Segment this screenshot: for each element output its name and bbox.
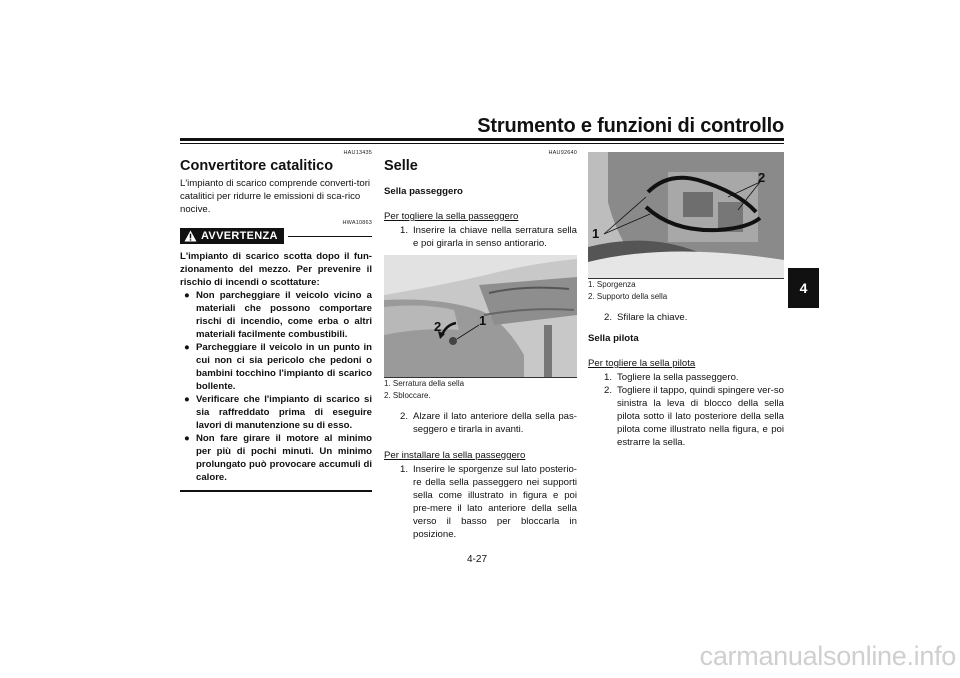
procedure-step: 1. Inserire la chiave nella serratura sella e poi girarla in senso antiorario.	[399, 225, 577, 249]
warning-label: AVVERTENZA	[201, 230, 278, 242]
seat-support-figure	[588, 152, 784, 278]
header-rule	[180, 138, 784, 141]
subsection-title: Sella passeggero	[384, 186, 463, 197]
left-column	[180, 150, 372, 492]
figure-label-2: 2	[434, 319, 442, 334]
page-number: 4-27	[467, 554, 488, 565]
figure-caption: 1. Serratura della sella	[384, 379, 465, 388]
warning-bullet: ● Parcheggiare il veicolo in un punto in cui non ci sia pericolo che pedoni o bambini tocchino l'impianto di scarico bollente.	[180, 341, 372, 393]
header-rule-thin	[180, 143, 784, 144]
middle-column	[384, 150, 577, 541]
figure-caption: 1. Sporgenza	[588, 280, 636, 289]
warning-code: HWA10863	[342, 220, 372, 226]
warning-bullet: ● Verificare che l'impianto di scarico si sia raffreddato prima di eseguire lavori di manutenzione su di esso.	[180, 393, 372, 432]
section-code: HAU92640	[548, 150, 577, 156]
figure-label-1: 1	[592, 226, 600, 241]
figure-label-2: 2	[758, 170, 766, 185]
right-column	[588, 150, 784, 449]
warning-end-rule	[180, 490, 372, 492]
procedure-heading: Per togliere la sella pilota	[588, 358, 696, 369]
warning-header	[180, 228, 372, 244]
section-title: Selle	[384, 158, 418, 174]
section-code: HAU13435	[343, 150, 372, 156]
procedure-step: 2. Alzare il lato anteriore della sella pas-seggero e tirarla in avanti.	[399, 411, 577, 435]
figure-label-1: 1	[479, 313, 487, 328]
procedure-step: 2. Togliere il tappo, quindi spingere ver-so sinistra la leva di blocco della sella pilota sotto il lato posteriore della sella pilota come illustrato nella figura, e poi estrarre la sella.	[603, 385, 784, 448]
bullet-icon: ●	[184, 290, 190, 301]
figure-caption: 2. Supporto della sella	[588, 291, 668, 301]
warning-bullet: ● Non fare girare il motore al minimo per più di pochi minuti. Un minimo prolungato può provocare accumuli di calore.	[180, 432, 372, 484]
section-title: Convertitore catalitico	[180, 158, 334, 174]
warning-triangle-icon	[184, 230, 197, 242]
procedure-heading: Per togliere la sella passeggero	[384, 211, 519, 222]
bullet-icon: ●	[184, 433, 190, 444]
warning-bullet: ● Non parcheggiare il veicolo vicino a materiali che possono comportare rischi di incendio, come erba o altri materiali facilmente combustibili.	[180, 289, 372, 341]
seat-lock-figure	[384, 255, 577, 377]
watermark: carmanualsonline.info	[699, 641, 956, 671]
figure-caption: 2. Sbloccare.	[384, 390, 431, 400]
bullet-icon: ●	[184, 394, 190, 405]
procedure-step: 2. Sfilare la chiave.	[603, 312, 688, 323]
seat-lock-illustration	[384, 255, 577, 377]
warning-intro: L'impianto di scarico scotta dopo il fun-zionamento del mezzo. Per prevenire il rischio di incendi o scottature:	[180, 251, 372, 288]
chapter-tab[interactable]: 4	[788, 268, 819, 308]
seat-support-illustration	[588, 152, 784, 278]
subsection-title: Sella pilota	[588, 333, 639, 344]
bullet-icon: ●	[184, 342, 190, 353]
page-header-title: Strumento e funzioni di controllo	[477, 115, 784, 137]
procedure-step: 1. Inserire le sporgenze sul lato posterio-re della sella passeggero nei supporti sella come illustrato in figura e poi pre-mere il lato anteriore della sella verso il basso per bloccarla in posizione.	[399, 464, 577, 540]
warning-rule	[288, 236, 372, 237]
warning-badge	[180, 228, 284, 244]
intro-paragraph: L'impianto di scarico comprende converti-tori catalitici per ridurre le emissioni di sca-rico nocive.	[180, 178, 371, 215]
procedure-heading: Per installare la sella passeggero	[384, 450, 526, 461]
procedure-step: 1. Togliere la sella passeggero.	[603, 372, 739, 383]
